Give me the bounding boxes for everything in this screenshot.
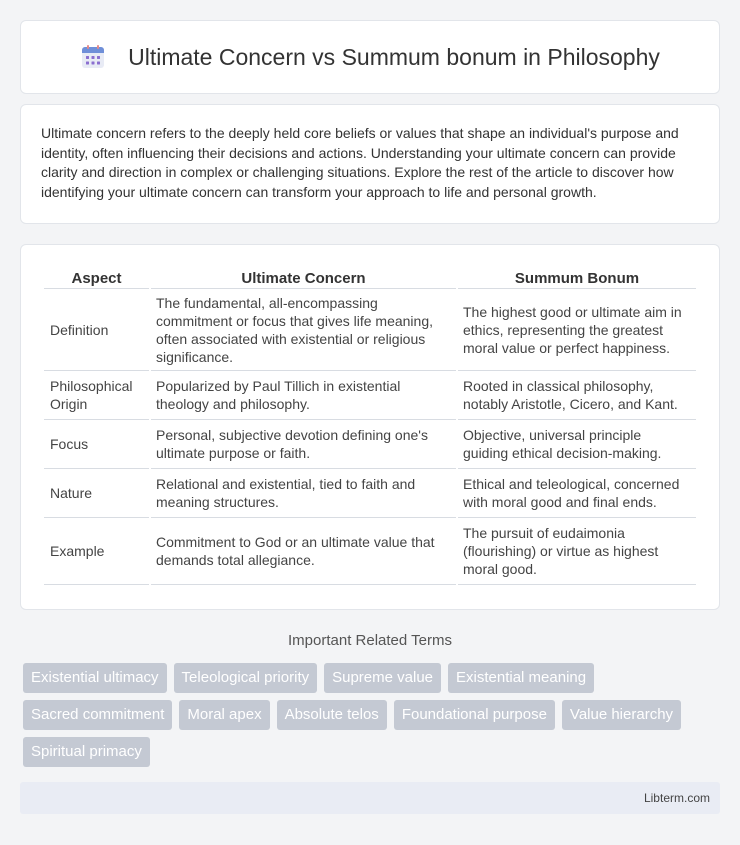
- related-term-tag[interactable]: Existential meaning: [448, 663, 594, 693]
- table-cell: Commitment to God or an ultimate value that demands total allegiance.: [151, 518, 456, 585]
- related-term-tag[interactable]: Foundational purpose: [394, 700, 555, 730]
- table-row: [44, 420, 696, 469]
- related-term-tag[interactable]: Absolute telos: [277, 700, 387, 730]
- table-row: [44, 371, 696, 420]
- table-cell: Rooted in classical philosophy, notably Aristotle, Cicero, and Kant.: [458, 371, 696, 420]
- table-cell: Popularized by Paul Tillich in existential theology and philosophy.: [151, 371, 456, 420]
- table-cell: Nature: [44, 469, 149, 518]
- table-cell: Ethical and teleological, concerned with moral good and final ends.: [458, 469, 696, 518]
- table-cell: Definition: [44, 289, 149, 371]
- footer-site-link[interactable]: Libterm.com: [643, 791, 710, 805]
- comparison-table: [42, 265, 698, 585]
- column-header-summum-bonum: Summum Bonum: [458, 265, 696, 289]
- table-cell: Example: [44, 518, 149, 585]
- table-row: [44, 518, 696, 585]
- table-cell: The fundamental, all-encompassing commitment or focus that gives life meaning, often associated with existential or religious significance.: [151, 289, 456, 371]
- calendar-grid-icon: [80, 44, 106, 70]
- page-title: Ultimate Concern vs Summum bonum in Philosophy: [128, 43, 660, 70]
- table-cell: Focus: [44, 420, 149, 469]
- table-row: [44, 469, 696, 518]
- column-header-ultimate-concern: Ultimate Concern: [151, 265, 456, 289]
- header-card: [20, 20, 720, 94]
- related-term-tag[interactable]: Value hierarchy: [562, 700, 681, 730]
- related-term-tag[interactable]: Moral apex: [179, 700, 269, 730]
- related-terms-tags: [23, 663, 723, 767]
- intro-text: Ultimate concern refers to the deeply held core beliefs or values that shape an individual's purpose and identity, often influencing their decisions and actions. Understanding your ultimate concern can provide clarity and direction in complex or challenging situations. Explore the rest of the article to discover how identifying your ultimate concern can transform your approach to life and personal growth.: [41, 125, 679, 200]
- table-cell: The pursuit of eudaimonia (flourishing) or virtue as highest moral good.: [458, 518, 696, 585]
- table-header-row: [44, 265, 696, 289]
- table-cell: Personal, subjective devotion defining one's ultimate purpose or faith.: [151, 420, 456, 469]
- related-terms-title: Important Related Terms: [288, 632, 452, 649]
- table-cell: Relational and existential, tied to faith and meaning structures.: [151, 469, 456, 518]
- table-cell: Philosophical Origin: [44, 371, 149, 420]
- related-term-tag[interactable]: Existential ultimacy: [23, 663, 167, 693]
- table-row: [44, 289, 696, 371]
- table-cell: The highest good or ultimate aim in ethics, representing the greatest moral value or perfect happiness.: [458, 289, 696, 371]
- footer: [20, 782, 720, 814]
- comparison-table-card: [20, 244, 720, 610]
- column-header-aspect: Aspect: [44, 265, 149, 289]
- related-term-tag[interactable]: Teleological priority: [174, 663, 318, 693]
- related-term-tag[interactable]: Sacred commitment: [23, 700, 172, 730]
- intro-card: [20, 104, 720, 224]
- related-term-tag[interactable]: Spiritual primacy: [23, 737, 150, 767]
- table-cell: Objective, universal principle guiding ethical decision-making.: [458, 420, 696, 469]
- related-term-tag[interactable]: Supreme value: [324, 663, 441, 693]
